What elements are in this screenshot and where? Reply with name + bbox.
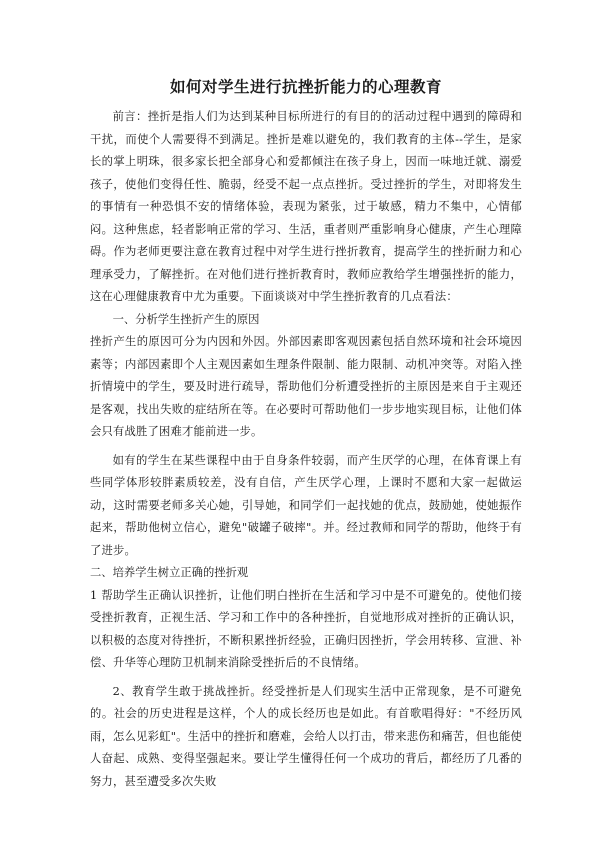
document-page — [90, 76, 522, 793]
section-2-paragraph-2: 2、教育学生敢于挑战挫折。经受挫折是人们现实生活中正常现象，是不可避免的。社会的历史进程是这样，个人的成长经历也是如此。有首歌唱得好："不经历风雨，怎么见彩虹"。生活中的挫折和磨难，会给人以打击，带来悲伤和痛苦，但也能使人奋起、成熟、变得坚强起来。要让学生懂得任何一个成功的背后，都经历了几番的努力，甚至遭受多次失败 — [90, 684, 522, 788]
section-1-paragraph-1: 挫折产生的原因可分为内因和外因。外部因素即客观因素包括自然环境和社会环境因素等；内部因素即个人主观因素如生理条件限制、能力限制、动机冲突等。对陷入挫折情境中的学生，要及时进行疏导，帮助他们分析遭受挫折的主原因是来自于主观还是客观，找出失败的症结所在等。在必要时可帮助他们一步步地实现目标，让他们体会只有战胜了困难才能前进一步。 — [90, 335, 522, 438]
section-2-heading: 二、培养学生树立正确的挫折观 — [90, 566, 249, 579]
section-1-heading: 一、分析学生挫折产生的原因 — [112, 312, 260, 326]
section-2-paragraph-1: 1 帮助学生正确认识挫折，让他们明白挫折在生活和学习中是不可避免的。使他们接受挫折教育，正视生活、学习和工作中的各种挫折，自觉地形成对挫折的正确认识，以积极的态度对待挫折，不断积累挫折经验，正确归因挫折，学会用转移、宣泄、补偿、升华等心理防卫机制来消除受挫折后的不良情绪。 — [90, 588, 522, 669]
preface-paragraph: 前言：挫折是指人们为达到某种目标所进行的有目的的活动过程中遇到的障碍和干扰，而使个人需要得不到满足。挫折是难以避免的，我们教育的主体--学生，是家长的掌上明珠，很多家长把全部身心和爱都倾注在孩子身上，因而一味地迁就、溺爱孩子，使他们变得任性、脆弱，经受不起一点点挫折。受过挫折的学生，对即将发生的事情有一种恐惧不安的情绪体验，表现为紧张，过于敏感，精力不集中，心情郁闷。这种焦虑，轻者影响正常的学习、生活，重者则严重影响身心健康，产生心理障碍。作为老师更要注意在教育过程中对学生进行挫折教育，提高学生的挫折耐力和心理承受力，了解挫折。在对他们进行挫折教育时，教师应教给学生增强挫折的能力，这在心理健康教育中尤为重要。下面谈谈对中学生挫折教育的几点看法： — [90, 110, 522, 303]
document-title: 如何对学生进行抗挫折能力的心理教育 — [169, 78, 442, 96]
section-1-paragraph-2: 如有的学生在某些课程中由于自身条件较弱，而产生厌学的心理，在体育课上有些同学体形较胖素质较差，没有自信，产生厌学心理，上课时不愿和大家一起做运动，这时需要老师多关心她，引导她，和同学们一起找她的优点，鼓励她，使她振作起来，帮助他树立信心，避免"破罐子破摔"。并。经过教师和同学的帮助，他终于有了进步。 — [90, 453, 522, 557]
